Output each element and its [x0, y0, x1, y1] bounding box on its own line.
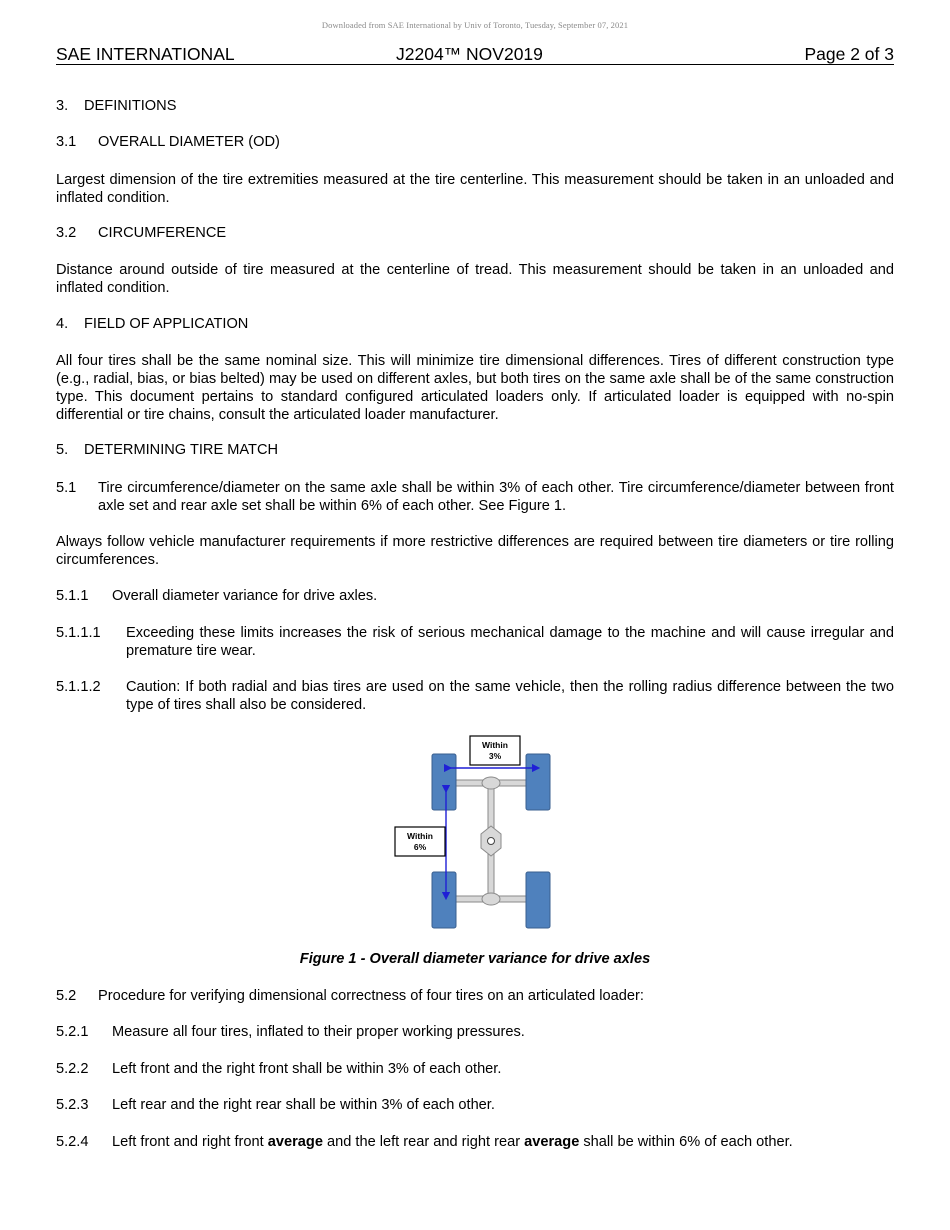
- clause-number: 5.1.1.2: [56, 679, 101, 695]
- section-title: DEFINITIONS: [84, 98, 177, 114]
- clause-number: 5.1: [56, 480, 77, 496]
- clause-text-part3: shall be within 6% of each other.: [579, 1134, 793, 1150]
- drive-axle-svg: [390, 732, 560, 934]
- section-number: 5.: [56, 442, 69, 458]
- emphasis-average-front: average: [267, 1134, 323, 1150]
- clause-5-2-1: [56, 1023, 894, 1041]
- page-header: [56, 44, 894, 65]
- header-document-id: J2204™ NOV2019: [396, 44, 543, 64]
- paragraph-3-2: Distance around outside of tire measured at the centerline of tread. This measurement should be taken in an unloaded and inflated condition.: [56, 262, 894, 296]
- header-organization: SAE INTERNATIONAL: [56, 44, 235, 64]
- clause-text-part1: Left front and right front: [112, 1134, 268, 1150]
- clause-5-2-2: [56, 1060, 894, 1078]
- clause-number: 5.2: [56, 988, 77, 1004]
- label-side-line2: 6%: [413, 842, 427, 852]
- label-within-6-percent: [395, 827, 445, 856]
- clause-number: 5.2.1: [56, 1024, 89, 1040]
- clause-5-2-3: [56, 1096, 894, 1114]
- clause-5-1: [56, 479, 894, 515]
- paragraph-manufacturer-note: Always follow vehicle manufacturer requirements if more restrictive differences are required between tire diameters or tire rolling circumferences.: [56, 534, 894, 568]
- section-number: 3.2: [56, 225, 77, 241]
- pivot-pin: [488, 838, 495, 845]
- emphasis-average-rear: average: [524, 1134, 580, 1150]
- clause-text: Tire circumference/diameter on the same axle shall be within 3% of each other. Tire circumference/diameter between front axle set and rear axle set shall be within 6% of each other. See Figure 1.: [98, 480, 894, 514]
- front-differential: [482, 777, 500, 789]
- clause-number: 5.1.1: [56, 588, 89, 604]
- clause-text: Left rear and the right rear shall be within 3% of each other.: [112, 1097, 495, 1113]
- tire-right-rear: [526, 872, 550, 928]
- clause-text: Overall diameter variance for drive axles.: [112, 588, 378, 604]
- label-top-line1: Within: [482, 740, 508, 750]
- clause-text: Procedure for verifying dimensional correctness of four tires on an articulated loader:: [98, 988, 644, 1004]
- clause-text: Measure all four tires, inflated to their proper working pressures.: [112, 1024, 525, 1040]
- section-number: 4.: [56, 316, 69, 332]
- figure-1-drive-axle-diagram: [390, 732, 560, 934]
- paragraph-3-1: Largest dimension of the tire extremities measured at the tire centerline. This measurement should be taken in an unloaded and inflated condition.: [56, 172, 894, 206]
- clause-text: Left front and the right front shall be within 3% of each other.: [112, 1061, 502, 1077]
- heading-4-field-of-application: [56, 315, 894, 333]
- clause-5-1-1-1: [56, 624, 894, 660]
- tire-right-front: [526, 754, 550, 810]
- heading-3-1-overall-diameter: [56, 133, 894, 151]
- clause-text-part2: and the left rear and right rear: [322, 1134, 525, 1150]
- figure-1-caption: Figure 1 - Overall diameter variance for drive axles: [299, 951, 651, 967]
- section-title: FIELD OF APPLICATION: [84, 316, 249, 332]
- section-title: OVERALL DIAMETER (OD): [98, 134, 280, 150]
- clause-5-2-4: [56, 1133, 894, 1151]
- section-title: DETERMINING TIRE MATCH: [84, 442, 279, 458]
- section-title: CIRCUMFERENCE: [98, 225, 227, 241]
- clause-text: Caution: If both radial and bias tires are used on the same vehicle, then the rolling radius difference between the two type of tires shall also be considered.: [126, 679, 894, 713]
- heading-3-2-circumference: [56, 224, 894, 242]
- clause-number: 5.2.3: [56, 1097, 89, 1113]
- paragraph-4: All four tires shall be the same nominal size. This will minimize tire dimensional differences. Tires of different construction type (e.g., radial, bias, or bias belted) may be used on different axles, but both tires on the same axle shall be of the same construction type. This document pertains to standard configured articulated loaders only. If articulated loader is equipped with no-spin differential or tire chains, consult the articulated loader manufacturer.: [56, 353, 894, 423]
- rear-differential: [482, 893, 500, 905]
- clause-5-1-1: [56, 587, 894, 605]
- label-top-line2: 3%: [488, 751, 502, 761]
- heading-3-definitions: [56, 97, 894, 115]
- clause-number: 5.2.2: [56, 1061, 89, 1077]
- clause-number: 5.1.1.1: [56, 625, 101, 641]
- heading-5-determining-tire-match: [56, 441, 894, 459]
- tire-left-front: [432, 754, 456, 810]
- clause-text: Exceeding these limits increases the risk of serious mechanical damage to the machine and will cause irregular and premature tire wear.: [126, 625, 894, 659]
- tire-left-rear: [432, 872, 456, 928]
- label-within-3-percent: [470, 736, 520, 765]
- label-side-line1: Within: [407, 831, 433, 841]
- header-page-number: Page 2 of 3: [804, 44, 894, 64]
- clause-5-2: [56, 987, 894, 1005]
- section-number: 3.: [56, 98, 69, 114]
- clause-number: 5.2.4: [56, 1134, 89, 1150]
- clause-5-1-1-2: [56, 678, 894, 714]
- download-watermark: Downloaded from SAE International by Univ of Toronto, Tuesday, September 07, 2021: [321, 20, 629, 30]
- clause-text: [112, 1133, 793, 1151]
- section-number: 3.1: [56, 134, 77, 150]
